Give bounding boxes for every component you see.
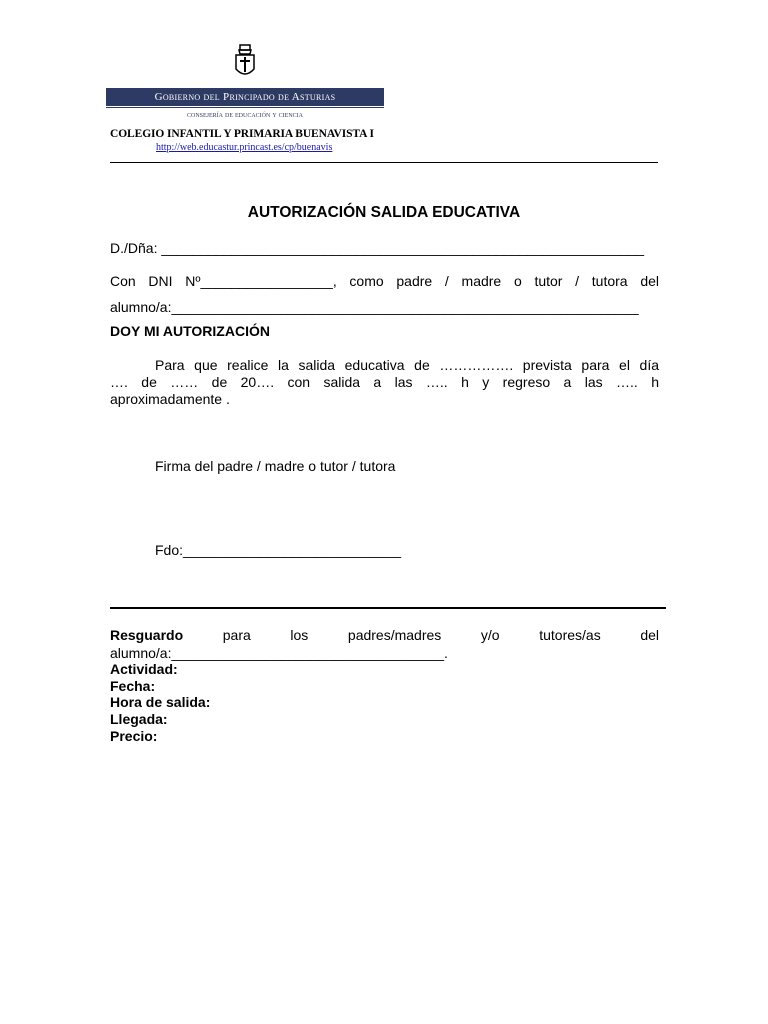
signature-label: Firma del padre / madre o tutor / tutora (155, 458, 396, 474)
receipt-activity-label: Actividad: (110, 661, 178, 677)
school-url-link[interactable]: http://web.educastur.princast.es/cp/buenavis (156, 142, 333, 153)
receipt-departure-label: Hora de salida: (110, 694, 211, 710)
receipt-heading-line (110, 627, 659, 643)
banner-divider (106, 107, 384, 108)
trip-description-line-2: …. de …… de 20…. con salida a las ….. h y regreso a las ….. h (110, 374, 659, 390)
coat-of-arms-icon (233, 44, 257, 80)
receipt-price-label: Precio: (110, 728, 158, 744)
cut-line-divider (110, 607, 666, 609)
authorization-heading: DOY MI AUTORIZACIÓN (110, 323, 270, 339)
receipt-student-field: alumno/a:___________________________________. (110, 645, 448, 661)
receipt-arrival-label: Llegada: (110, 711, 168, 727)
receipt-date-label: Fecha: (110, 678, 156, 694)
trip-description-line-1: Para que realice la salida educativa de ……………. prevista para el día (155, 357, 659, 373)
receipt-title: Resguardo (110, 627, 184, 643)
receipt-heading-rest: para los padres/madres y/o tutores/as del (222, 627, 659, 643)
government-banner: Gobierno del Principado de Asturias (106, 88, 384, 106)
trip-description-line-3: aproximadamente . (110, 391, 230, 407)
school-name: COLEGIO INFANTIL Y PRIMARIA BUENAVISTA I (110, 128, 374, 140)
consejeria-label: consejería de educación y ciencia (187, 110, 303, 119)
signature-field: Fdo:____________________________ (155, 542, 402, 558)
header-divider (110, 162, 658, 163)
student-name-field: alumno/a:____________________________________________________________ (110, 299, 639, 315)
parent-name-field: D./Dña: ______________________________________________________________ (110, 240, 645, 256)
dni-field: Con DNI Nº_________________, como padre / madre o tutor / tutora del (110, 273, 659, 289)
document-title: AUTORIZACIÓN SALIDA EDUCATIVA (247, 204, 521, 221)
